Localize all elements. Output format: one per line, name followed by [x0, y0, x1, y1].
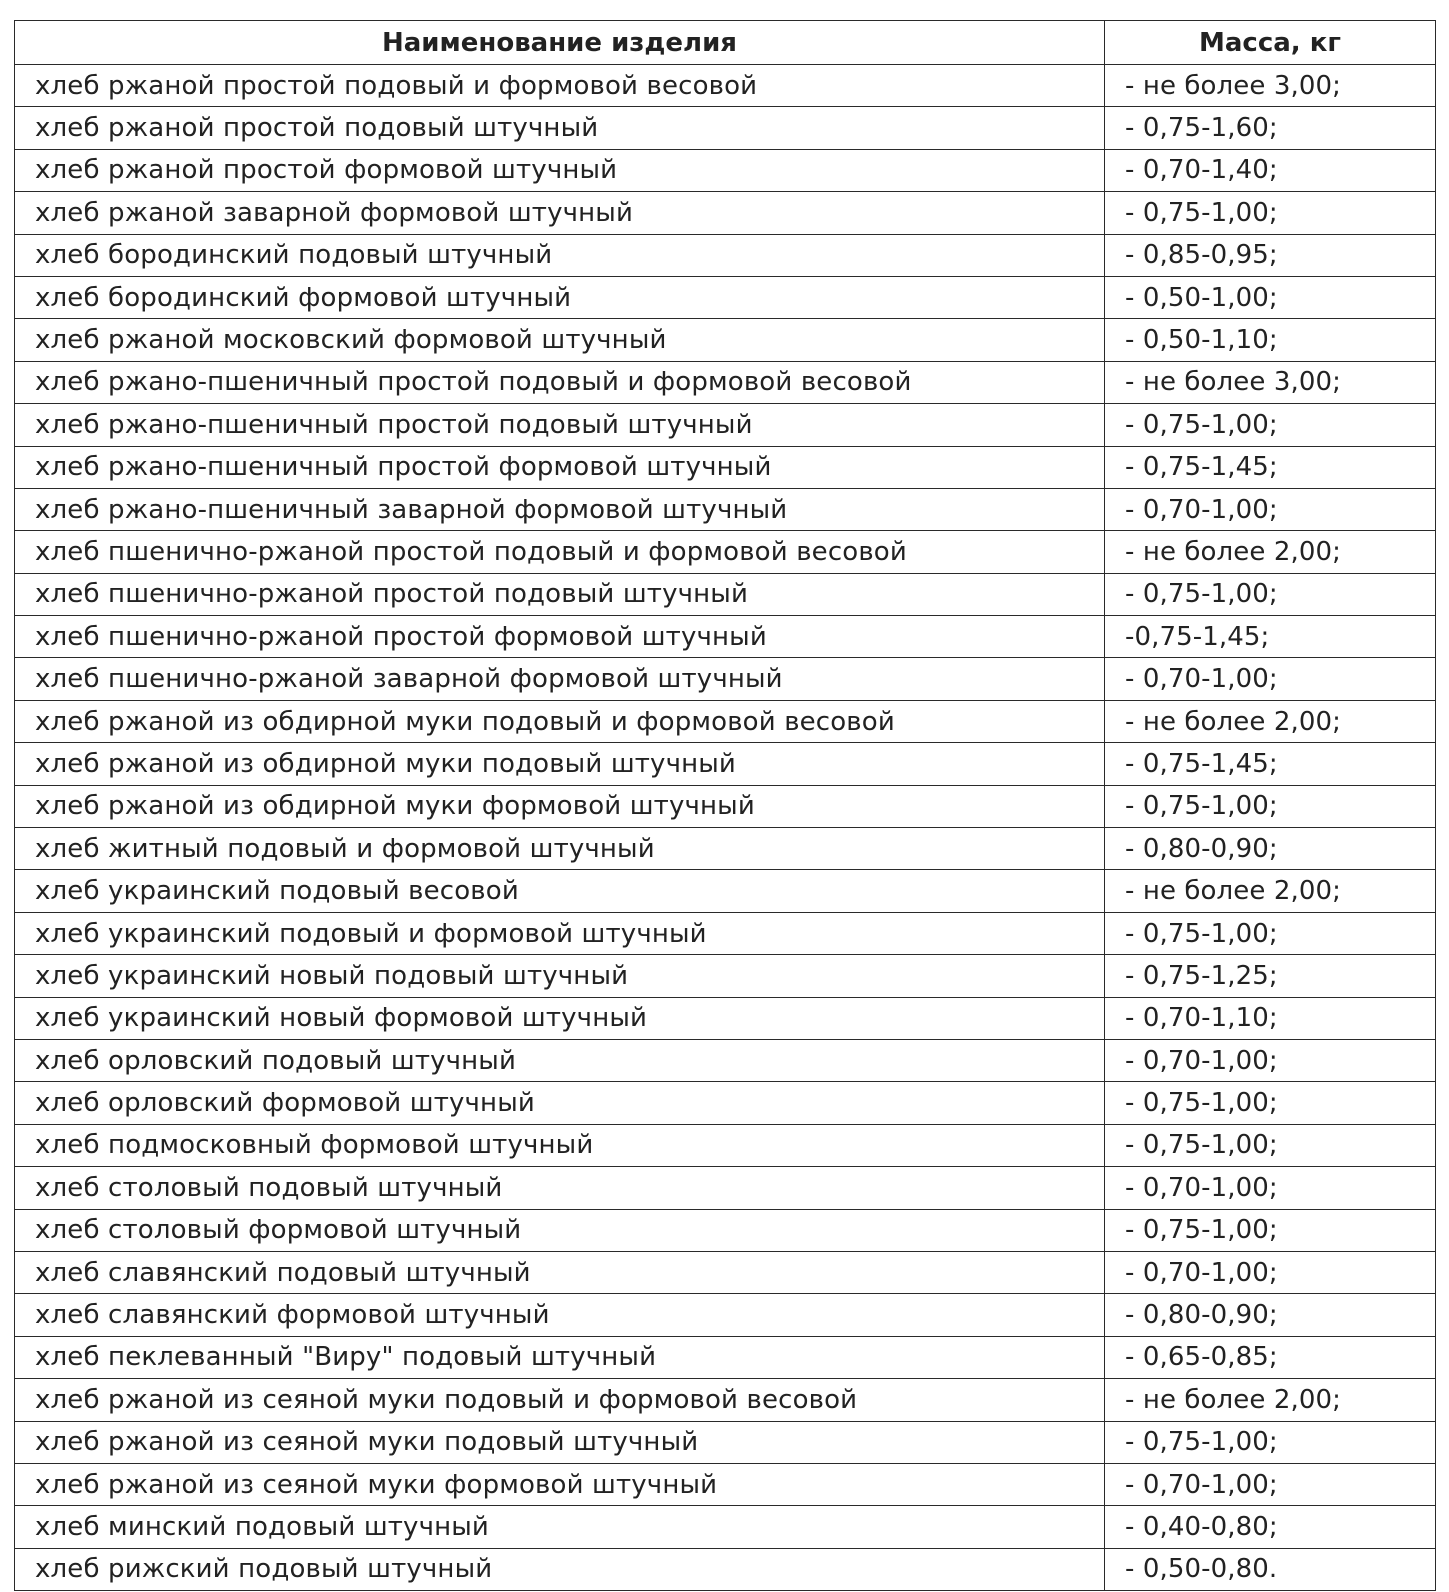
- mass-cell: - 0,50-1,10;: [1105, 319, 1436, 361]
- mass-cell: - 0,50-1,00;: [1105, 276, 1436, 318]
- product-name-cell: хлеб пшенично-ржаной простой формовой штучный: [15, 616, 1105, 658]
- product-name-cell: хлеб бородинский подовый штучный: [15, 234, 1105, 276]
- table-row: [15, 573, 1436, 615]
- table-row: [15, 658, 1436, 700]
- table-row: [15, 1379, 1436, 1421]
- table-row: [15, 1167, 1436, 1209]
- mass-cell: - 0,75-1,00;: [1105, 1421, 1436, 1463]
- table-row: [15, 107, 1436, 149]
- mass-cell: - 0,70-1,10;: [1105, 997, 1436, 1039]
- table-row: [15, 192, 1436, 234]
- mass-cell: - не более 3,00;: [1105, 361, 1436, 403]
- mass-cell: - 0,75-1,00;: [1105, 404, 1436, 446]
- mass-cell: - 0,75-1,00;: [1105, 785, 1436, 827]
- table-row: [15, 870, 1436, 912]
- table-row: [15, 1209, 1436, 1251]
- table-row: [15, 361, 1436, 403]
- product-name-cell: хлеб ржано-пшеничный простой подовый штучный: [15, 404, 1105, 446]
- mass-cell: - 0,80-0,90;: [1105, 1294, 1436, 1336]
- product-name-cell: хлеб ржано-пшеничный заварной формовой штучный: [15, 488, 1105, 530]
- mass-cell: - не более 2,00;: [1105, 870, 1436, 912]
- mass-cell: - 0,80-0,90;: [1105, 828, 1436, 870]
- table-row: [15, 234, 1436, 276]
- product-name-cell: хлеб бородинский формовой штучный: [15, 276, 1105, 318]
- table-row: [15, 1251, 1436, 1293]
- mass-cell: - 0,65-0,85;: [1105, 1336, 1436, 1378]
- table-row: [15, 1039, 1436, 1081]
- mass-cell: - 0,70-1,00;: [1105, 1463, 1436, 1505]
- header-product-name: Наименование изделия: [15, 21, 1105, 65]
- product-name-cell: хлеб пшенично-ржаной простой подовый и формовой весовой: [15, 531, 1105, 573]
- product-name-cell: хлеб ржаной московский формовой штучный: [15, 319, 1105, 361]
- table-row: [15, 1082, 1436, 1124]
- product-name-cell: хлеб ржано-пшеничный простой подовый и формовой весовой: [15, 361, 1105, 403]
- table-row: [15, 149, 1436, 191]
- table-row: [15, 912, 1436, 954]
- mass-cell: - 0,70-1,00;: [1105, 1251, 1436, 1293]
- table-row: [15, 1548, 1436, 1590]
- product-name-cell: хлеб ржаной простой подовый штучный: [15, 107, 1105, 149]
- table-row: [15, 828, 1436, 870]
- mass-cell: - 0,85-0,95;: [1105, 234, 1436, 276]
- mass-cell: - не более 3,00;: [1105, 65, 1436, 107]
- product-name-cell: хлеб орловский формовой штучный: [15, 1082, 1105, 1124]
- product-name-cell: хлеб ржаной из обдирной муки подовый и формовой весовой: [15, 700, 1105, 742]
- mass-cell: - 0,70-1,00;: [1105, 1039, 1436, 1081]
- mass-cell: - не более 2,00;: [1105, 700, 1436, 742]
- table-row: [15, 319, 1436, 361]
- header-row: [15, 21, 1436, 65]
- product-name-cell: хлеб ржаной из обдирной муки подовый штучный: [15, 743, 1105, 785]
- mass-cell: - 0,75-1,00;: [1105, 1209, 1436, 1251]
- product-name-cell: хлеб ржаной заварной формовой штучный: [15, 192, 1105, 234]
- product-name-cell: хлеб украинский новый формовой штучный: [15, 997, 1105, 1039]
- table-row: [15, 531, 1436, 573]
- product-name-cell: хлеб украинский новый подовый штучный: [15, 955, 1105, 997]
- product-name-cell: хлеб орловский подовый штучный: [15, 1039, 1105, 1081]
- product-name-cell: хлеб ржаной из сеяной муки формовой штучный: [15, 1463, 1105, 1505]
- product-name-cell: хлеб ржаной из сеяной муки подовый штучный: [15, 1421, 1105, 1463]
- product-name-cell: хлеб минский подовый штучный: [15, 1506, 1105, 1548]
- product-name-cell: хлеб ржаной простой формовой штучный: [15, 149, 1105, 191]
- product-name-cell: хлеб ржано-пшеничный простой формовой штучный: [15, 446, 1105, 488]
- mass-cell: - 0,70-1,00;: [1105, 1167, 1436, 1209]
- product-name-cell: хлеб славянский формовой штучный: [15, 1294, 1105, 1336]
- product-name-cell: хлеб славянский подовый штучный: [15, 1251, 1105, 1293]
- mass-cell: - 0,70-1,00;: [1105, 488, 1436, 530]
- table-row: [15, 1463, 1436, 1505]
- mass-cell: - 0,70-1,40;: [1105, 149, 1436, 191]
- product-name-cell: хлеб пшенично-ржаной заварной формовой штучный: [15, 658, 1105, 700]
- mass-cell: - 0,75-1,60;: [1105, 107, 1436, 149]
- product-name-cell: хлеб столовый формовой штучный: [15, 1209, 1105, 1251]
- product-name-cell: хлеб ржаной из обдирной муки формовой штучный: [15, 785, 1105, 827]
- product-name-cell: хлеб житный подовый и формовой штучный: [15, 828, 1105, 870]
- table-row: [15, 488, 1436, 530]
- table-row: [15, 1506, 1436, 1548]
- mass-cell: - 0,70-1,00;: [1105, 658, 1436, 700]
- mass-cell: - 0,75-1,00;: [1105, 1124, 1436, 1166]
- table-row: [15, 1124, 1436, 1166]
- product-name-cell: хлеб подмосковный формовой штучный: [15, 1124, 1105, 1166]
- product-name-cell: хлеб украинский подовый весовой: [15, 870, 1105, 912]
- product-name-cell: хлеб рижский подовый штучный: [15, 1548, 1105, 1590]
- mass-cell: -0,75-1,45;: [1105, 616, 1436, 658]
- mass-cell: - 0,40-0,80;: [1105, 1506, 1436, 1548]
- mass-cell: - 0,75-1,25;: [1105, 955, 1436, 997]
- table-body: [15, 65, 1436, 1591]
- product-name-cell: хлеб ржаной из сеяной муки подовый и формовой весовой: [15, 1379, 1105, 1421]
- mass-cell: - 0,75-1,45;: [1105, 446, 1436, 488]
- bread-mass-table: [14, 20, 1436, 1591]
- product-name-cell: хлеб пеклеванный "Виру" подовый штучный: [15, 1336, 1105, 1378]
- mass-cell: - 0,75-1,00;: [1105, 192, 1436, 234]
- table-row: [15, 276, 1436, 318]
- table-row: [15, 1421, 1436, 1463]
- mass-cell: - 0,75-1,00;: [1105, 912, 1436, 954]
- table-row: [15, 616, 1436, 658]
- mass-cell: - 0,75-1,00;: [1105, 573, 1436, 615]
- product-name-cell: хлеб ржаной простой подовый и формовой весовой: [15, 65, 1105, 107]
- mass-cell: - не более 2,00;: [1105, 1379, 1436, 1421]
- mass-cell: - 0,50-0,80.: [1105, 1548, 1436, 1590]
- table-row: [15, 700, 1436, 742]
- table-row: [15, 997, 1436, 1039]
- table-row: [15, 404, 1436, 446]
- header-mass: Масса, кг: [1105, 21, 1436, 65]
- table-row: [15, 1294, 1436, 1336]
- table-row: [15, 446, 1436, 488]
- table-row: [15, 65, 1436, 107]
- product-name-cell: хлеб украинский подовый и формовой штучный: [15, 912, 1105, 954]
- product-name-cell: хлеб столовый подовый штучный: [15, 1167, 1105, 1209]
- mass-cell: - 0,75-1,45;: [1105, 743, 1436, 785]
- product-name-cell: хлеб пшенично-ржаной простой подовый штучный: [15, 573, 1105, 615]
- table-row: [15, 1336, 1436, 1378]
- mass-cell: - не более 2,00;: [1105, 531, 1436, 573]
- mass-cell: - 0,75-1,00;: [1105, 1082, 1436, 1124]
- table-header: [15, 21, 1436, 65]
- table-row: [15, 785, 1436, 827]
- table-row: [15, 743, 1436, 785]
- table-row: [15, 955, 1436, 997]
